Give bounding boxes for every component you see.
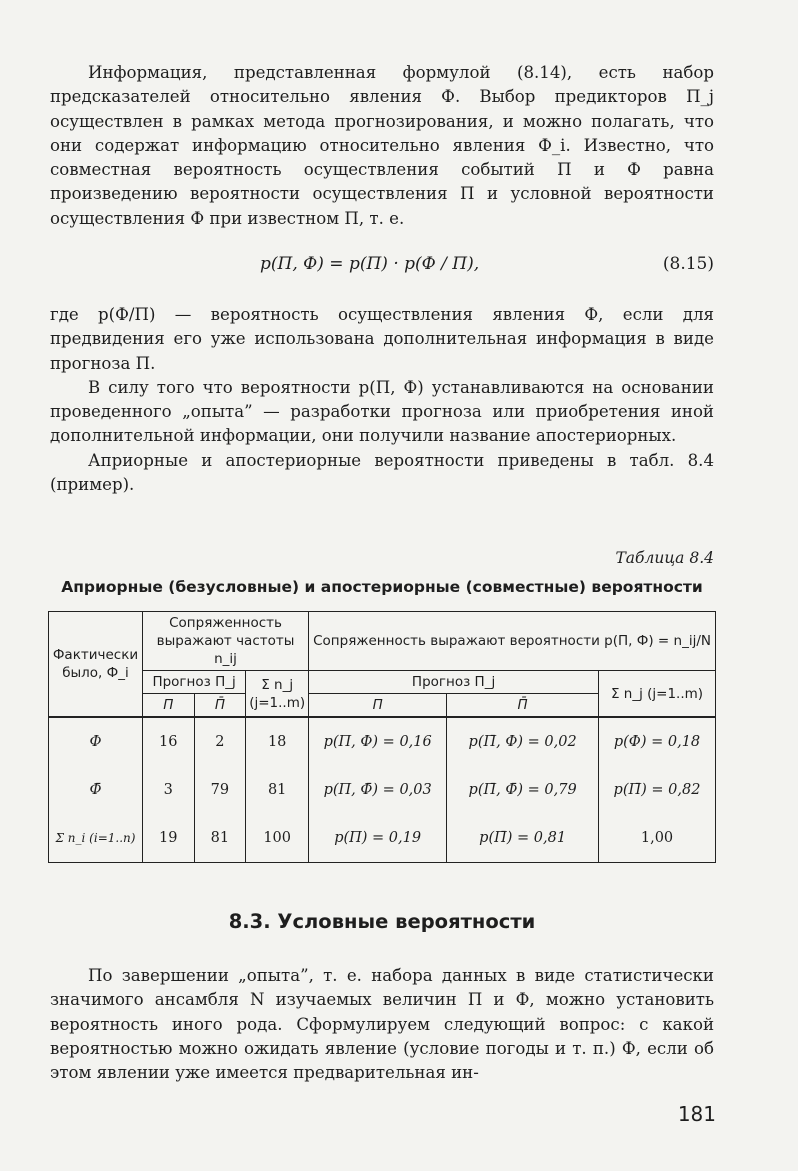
cell-count: 79 [194,766,246,814]
intro-paragraph-block [50,61,714,231]
formula-number: (8.15) [662,254,714,274]
cell-count: 18 [246,717,309,766]
explanation-block [50,303,714,497]
cell-count: 19 [142,814,194,863]
row-label: Ф̄ [49,766,143,814]
formula-8-15 [50,254,714,280]
cell-count: 100 [246,814,309,863]
paragraph-2: где p(Ф/П) — вероятность осуществления явления Ф, если для предвидения его уже использована дополнительная информация в виде прогноза П. [50,305,714,373]
formula-expression: p(П, Ф) = p(П) · p(Ф / П), [260,254,480,274]
cell-probability: p(Ф) = 0,18 [599,717,716,766]
paragraph-3: В силу того что вероятности p(П, Ф) устанавливаются на основании проведенного „опыта” — разработки прогноза или приобретения иной дополнительной информации, они получили название апостериорных. [50,377,714,446]
table-label: Таблица 8.4 [615,549,714,567]
cell-probability: p(П, Ф̄) = 0,03 [309,766,447,814]
header-actual: Фактически было, Ф_i [49,612,143,718]
cell-probability: p(П) = 0,19 [309,814,447,863]
row-label: Ф [49,717,143,766]
header-frequencies: Сопряженность выражают частоты n_ij [142,612,308,671]
cell-probability: p(П̄) = 0,81 [447,814,599,863]
table-row [49,814,716,863]
probability-table [48,611,716,863]
cell-probability: 1,00 [599,814,716,863]
page-number: 181 [677,1102,716,1126]
header-P-freq: П [142,694,194,718]
header-P-prob: П [309,694,447,718]
cell-probability: p(П̄, Ф) = 0,02 [447,717,599,766]
cell-count: 81 [246,766,309,814]
table-row [49,717,716,766]
cell-count: 2 [194,717,246,766]
header-forecast-freq: Прогноз П_j [142,671,245,694]
section-paragraph-block [50,964,714,1085]
cell-probability: p(П̄) = 0,82 [599,766,716,814]
header-forecast-prob: Прогноз П_j [309,671,599,694]
cell-probability: p(П̄, Ф̄) = 0,79 [447,766,599,814]
header-Pbar-prob: П̄ [447,694,599,718]
cell-count: 81 [194,814,246,863]
paragraph-4: Априорные и апостериорные вероятности приведены в табл. 8.4 (пример). [50,450,714,495]
table-row [49,766,716,814]
header-Pbar-freq: П̄ [194,694,246,718]
table-title: Априорные (безусловные) и апостериорные (совместные) вероятности [61,578,703,596]
paragraph-1: Информация, представленная формулой (8.14), есть набор предсказателей относительно явления Ф. Выбор предикторов П_j осуществлен в рамках метода прогнозирования, и можно полагать, что они содержат информацию относительно явления Ф_i. Известно, что совместная вероятность осуществления событий П и Ф равна произведению вероятности осуществления П и условной вероятности осуществления Ф при известном П, т. е. [50,63,714,228]
row-label: Σ n_i (i=1..n) [49,814,143,863]
cell-count: 16 [142,717,194,766]
cell-probability: p(П, Ф) = 0,16 [309,717,447,766]
header-sum-nj-freq: Σ n_j (j=1..m) [246,671,309,718]
header-sum-nj-prob: Σ n_j (j=1..m) [599,671,716,718]
cell-count: 3 [142,766,194,814]
header-probabilities: Сопряженность выражают вероятности p(П, Ф) = n_ij/N [309,612,716,671]
paragraph-5: По завершении „опыта”, т. е. набора данных в виде статистически значимого ансамбля N изучаемых величин П и Ф, можно установить вероятность иного рода. Сформулируем следующий вопрос: с какой вероятностью можно ожидать явление (условие погоды и т. п.) Ф, если об этом явлении уже имеется предварительная ин- [50,966,714,1083]
section-title: 8.3. Условные вероятности [228,910,536,933]
